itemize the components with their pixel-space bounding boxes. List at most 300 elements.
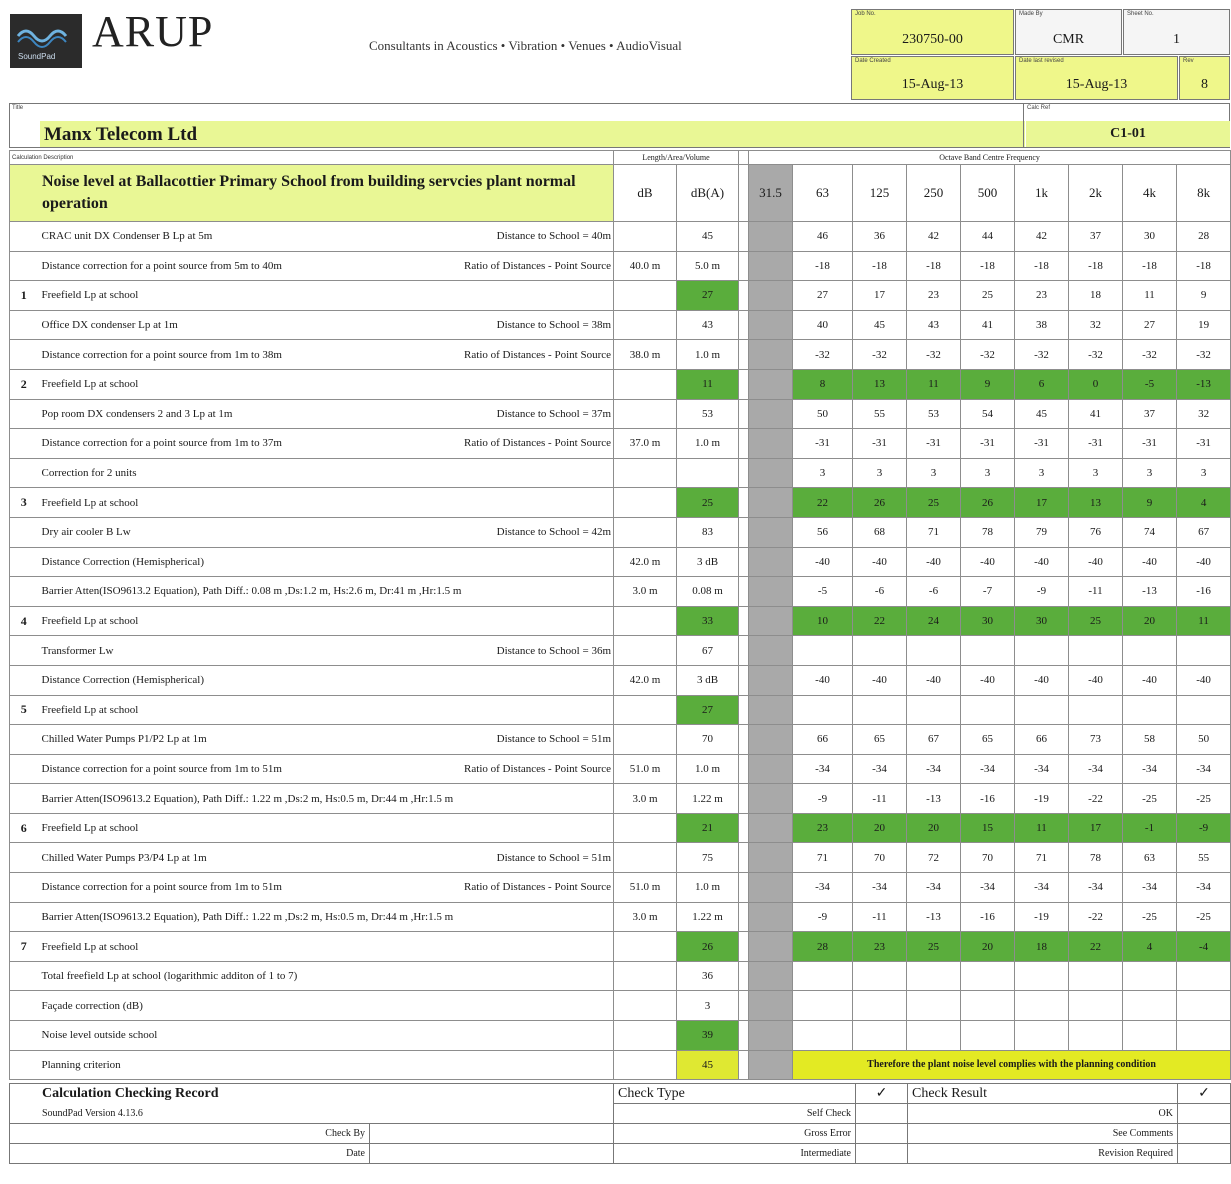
row-number [10,665,38,695]
result-row [10,695,1231,725]
band-value: -32 [853,340,907,370]
row-label: Transformer Lw [41,644,114,657]
calc-row [10,991,1231,1021]
band-value: 71 [1015,843,1069,873]
band-1k: 1k [1015,165,1069,222]
gross-error-label: Gross Error [614,1124,856,1144]
row-number: 7 [10,932,38,962]
band-value: -32 [907,340,961,370]
band-value: 9 [1177,281,1231,311]
band-value [793,636,853,666]
spacer [739,636,749,666]
band-value: 23 [853,932,907,962]
dba-value: 45 [677,222,739,252]
calc-row [10,547,1231,577]
brand-name: ARUP [92,7,214,56]
spacer [739,902,749,932]
row-description [38,725,614,755]
band-31-5-value [749,991,793,1021]
spacer [739,251,749,281]
band-value: -34 [1123,873,1177,903]
band-31-5-value [749,429,793,459]
band-value: 23 [907,281,961,311]
row-description [38,784,614,814]
band-value: 11 [1015,813,1069,843]
row-label: Chilled Water Pumps P1/P2 Lp at 1m [41,733,207,746]
band-value: 3 [1069,458,1123,488]
row-description [38,429,614,459]
band-value: -13 [907,902,961,932]
row-number: 4 [10,606,38,636]
row-number: 2 [10,369,38,399]
band-value: -1 [1123,813,1177,843]
row-description [38,251,614,281]
revision-required-box[interactable] [1178,1144,1231,1164]
spacer [739,281,749,311]
self-check-label: Self Check [614,1104,856,1124]
self-check-box[interactable] [856,1104,908,1124]
band-31-5-value [749,488,793,518]
band-value: 30 [1015,606,1069,636]
band-value: -32 [1123,340,1177,370]
band-value [1015,1021,1069,1051]
row-number [10,1021,38,1051]
row-number: 1 [10,281,38,311]
band-value: -31 [907,429,961,459]
calc-row [10,784,1231,814]
spacer [739,784,749,814]
row-note: Ratio of Distances - Point Source [464,881,611,894]
check-type-tick[interactable]: ✓ [856,1084,908,1104]
band-value: -18 [1069,251,1123,281]
band-value: -40 [1015,665,1069,695]
dba-value [677,458,739,488]
date-revised-field: Date last revised 15-Aug-13 [1015,56,1178,100]
row-number [10,251,38,281]
row-description [38,310,614,340]
band-value: -18 [1123,251,1177,281]
band-value [907,1021,961,1051]
software-version: SoundPad Version 4.13.6 [10,1104,614,1124]
band-value: -40 [1123,547,1177,577]
band-value: 76 [1069,517,1123,547]
band-value: -16 [961,902,1015,932]
made-by-field: Made By CMR [1015,9,1122,55]
band-value: 0 [1069,369,1123,399]
row-number [10,517,38,547]
result-row [10,932,1231,962]
row-description [38,665,614,695]
band-value: 17 [853,281,907,311]
band-value: -19 [1015,784,1069,814]
check-result-label: Check Result [908,1084,1178,1104]
row-number [10,873,38,903]
row-description [38,813,614,843]
dba-value: 70 [677,725,739,755]
band-value: -18 [793,251,853,281]
band-value: -34 [961,754,1015,784]
band-value: 54 [961,399,1015,429]
band-31-5-value [749,902,793,932]
row-label: Dry air cooler B Lw [41,526,131,539]
band-value [1177,991,1231,1021]
see-comments-label: See Comments [908,1124,1178,1144]
calc-desc-label: Calculation Description [10,151,614,165]
band-value: 32 [1177,399,1231,429]
band-value: -6 [907,577,961,607]
band-value: 79 [1015,517,1069,547]
band-31-5-value [749,606,793,636]
row-description [38,340,614,370]
band-value: -34 [1015,754,1069,784]
spacer [739,577,749,607]
band-250: 250 [907,165,961,222]
band-value [1069,991,1123,1021]
band-value: -31 [1015,429,1069,459]
see-comments-box[interactable] [1178,1124,1231,1144]
db-value: 38.0 m [614,340,677,370]
spacer [739,665,749,695]
db-value [614,488,677,518]
gross-error-box[interactable] [856,1124,908,1144]
band-value: -40 [907,665,961,695]
row-label: Distance correction for a point source from 1m to 51m [41,881,282,894]
band-value: -34 [907,754,961,784]
checking-title: Calculation Checking Record [10,1084,614,1104]
band-value [1069,695,1123,725]
date-field[interactable] [370,1144,614,1164]
band-31-5-value [749,843,793,873]
band-value [961,961,1015,991]
dba-value: 67 [677,636,739,666]
band-31-5-value [749,399,793,429]
row-note: Ratio of Distances - Point Source [464,437,611,450]
dba-value: 3 dB [677,665,739,695]
band-value: 37 [1123,399,1177,429]
row-description [38,577,614,607]
band-value: -40 [961,665,1015,695]
band-value: 4 [1123,932,1177,962]
db-value [614,281,677,311]
calculation-table [9,150,1231,1080]
band-value: -19 [1015,902,1069,932]
band-value: 71 [793,843,853,873]
band-value: -4 [1177,932,1231,962]
band-value: -11 [853,784,907,814]
band-31-5-value [749,547,793,577]
band-31-5-value [749,813,793,843]
band-value: 41 [1069,399,1123,429]
band-31-5: 31.5 [749,165,793,222]
logo-text: SoundPad [18,52,56,61]
row-description [38,932,614,962]
row-description [38,991,614,1021]
dba-value: 36 [677,961,739,991]
band-value: 11 [1177,606,1231,636]
band-value: 17 [1069,813,1123,843]
band-value: -34 [1177,873,1231,903]
row-note: Distance to School = 51m [496,733,611,746]
band-value: 11 [907,369,961,399]
band-value: 17 [1015,488,1069,518]
band-value: 27 [793,281,853,311]
band-value: -40 [1015,547,1069,577]
spacer [739,961,749,991]
band-value: -13 [907,784,961,814]
row-number [10,429,38,459]
ok-box[interactable] [1178,1104,1231,1124]
spacer [739,488,749,518]
band-value: 13 [1069,488,1123,518]
band-value [1123,961,1177,991]
lav-label: Length/Area/Volume [614,151,739,165]
row-label: Freefield Lp at school [41,289,139,302]
db-value [614,991,677,1021]
row-label: Freefield Lp at school [41,703,139,716]
band-value: -31 [1069,429,1123,459]
db-value [614,695,677,725]
band-value: 28 [793,932,853,962]
check-by-label: Check By [10,1124,370,1144]
row-note: Distance to School = 36m [496,644,611,657]
row-description [38,488,614,518]
band-value: -40 [1177,665,1231,695]
band-value: -40 [961,547,1015,577]
band-value: -6 [853,577,907,607]
band-value: 40 [793,310,853,340]
band-value: 66 [793,725,853,755]
band-value: 13 [853,369,907,399]
calc-row [10,517,1231,547]
date-created-field: Date Created 15-Aug-13 [851,56,1014,100]
band-value [1123,1021,1177,1051]
band-value: -34 [907,873,961,903]
row-note: Distance to School = 51m [496,851,611,864]
band-value: -13 [1177,369,1231,399]
check-result-tick[interactable]: ✓ [1178,1084,1231,1104]
band-value: 3 [1177,458,1231,488]
col-db: dB [614,165,677,222]
dba-value: 45 [677,1050,739,1080]
band-value: 67 [1177,517,1231,547]
calc-row [10,251,1231,281]
dba-value: 1.22 m [677,902,739,932]
band-value: 3 [793,458,853,488]
row-label: Planning criterion [41,1058,121,1071]
band-value [907,991,961,1021]
row-description [38,695,614,725]
band-31-5-value [749,281,793,311]
band-value: -18 [853,251,907,281]
band-value [1177,695,1231,725]
band-31-5-value [749,695,793,725]
db-value [614,399,677,429]
band-value [853,961,907,991]
result-row [10,1021,1231,1051]
band-31-5-value [749,754,793,784]
band-value [793,1021,853,1051]
row-number [10,547,38,577]
row-label: Total freefield Lp at school (logarithmic additon of 1 to 7) [41,970,298,983]
band-value: -40 [1069,665,1123,695]
db-value: 51.0 m [614,873,677,903]
band-value: -34 [1069,754,1123,784]
band-value: -31 [961,429,1015,459]
row-label: Distance correction for a point source from 1m to 37m [41,437,282,450]
dba-value: 1.0 m [677,873,739,903]
band-value: -18 [1015,251,1069,281]
band-value: 45 [1015,399,1069,429]
band-31-5-value [749,310,793,340]
db-value: 3.0 m [614,784,677,814]
band-value: -40 [793,547,853,577]
row-number [10,843,38,873]
row-label: Distance correction for a point source from 5m to 40m [41,259,282,272]
band-value: -9 [1015,577,1069,607]
spacer [739,517,749,547]
row-label: Freefield Lp at school [41,378,139,391]
db-value [614,310,677,340]
band-value: 3 [907,458,961,488]
band-31-5-value [749,932,793,962]
calc-row [10,399,1231,429]
calc-row [10,222,1231,252]
project-title: Manx Telecom Ltd [44,124,198,145]
band-value: -5 [793,577,853,607]
row-number [10,340,38,370]
band-value [1069,636,1123,666]
db-value [614,961,677,991]
band-31-5-value [749,784,793,814]
row-label: Freefield Lp at school [41,940,139,953]
band-value [1123,695,1177,725]
band-value: 4 [1177,488,1231,518]
result-row [10,369,1231,399]
spacer [739,222,749,252]
db-value [614,517,677,547]
band-value: -18 [961,251,1015,281]
db-value [614,932,677,962]
band-31-5-value [749,369,793,399]
spacer [739,606,749,636]
row-description [38,606,614,636]
band-value [1177,636,1231,666]
band-value: 41 [961,310,1015,340]
spacer [739,695,749,725]
calc-ref: C1-01 [1026,121,1230,147]
result-row [10,606,1231,636]
band-value [853,991,907,1021]
band-value: -16 [961,784,1015,814]
row-label: Barrier Atten(ISO9613.2 Equation), Path Diff.: 1.22 m ,Ds:2 m, Hs:0.5 m, Dr:44 m ,Hr:1.5 m [41,792,454,805]
band-value: -25 [1123,784,1177,814]
revision-required-label: Revision Required [908,1144,1178,1164]
spacer [739,991,749,1021]
db-value [614,636,677,666]
band-value: -32 [1015,340,1069,370]
band-value: 56 [793,517,853,547]
row-description [38,517,614,547]
calc-row [10,458,1231,488]
band-value: -31 [793,429,853,459]
row-number [10,222,38,252]
row-number [10,636,38,666]
row-description [38,843,614,873]
row-number [10,991,38,1021]
band-value: -31 [1177,429,1231,459]
check-by-field[interactable] [370,1124,614,1144]
band-value: 68 [853,517,907,547]
spacer [739,873,749,903]
check-type-label: Check Type [614,1084,856,1104]
band-value: 10 [793,606,853,636]
calc-row [10,754,1231,784]
band-value: -40 [1069,547,1123,577]
band-value: 32 [1069,310,1123,340]
band-value: 8 [793,369,853,399]
band-value [793,695,853,725]
band-31-5-value [749,577,793,607]
spacer [739,429,749,459]
dba-value: 5.0 m [677,251,739,281]
row-number [10,458,38,488]
band-value: -34 [1015,873,1069,903]
band-125: 125 [853,165,907,222]
dba-value: 11 [677,369,739,399]
band-value: 42 [1015,222,1069,252]
band-value [1015,961,1069,991]
spacer [739,843,749,873]
row-description [38,1050,614,1080]
calc-row [10,961,1231,991]
band-value: 27 [1123,310,1177,340]
band-value: 22 [793,488,853,518]
band-value: -5 [1123,369,1177,399]
band-value: -34 [1177,754,1231,784]
intermediate-box[interactable] [856,1144,908,1164]
band-value: 23 [793,813,853,843]
band-value: 25 [907,932,961,962]
band-value: -40 [853,665,907,695]
band-value: 25 [1069,606,1123,636]
checking-record [9,1083,1231,1164]
band-value: 3 [1015,458,1069,488]
band-31-5-value [749,222,793,252]
col-dba: dB(A) [677,165,739,222]
band-value: 55 [1177,843,1231,873]
row-number: 6 [10,813,38,843]
calc-row [10,665,1231,695]
band-value: 78 [961,517,1015,547]
band-value: -34 [1069,873,1123,903]
band-value [961,636,1015,666]
band-value: 55 [853,399,907,429]
row-description [38,873,614,903]
row-note: Distance to School = 38m [496,319,611,332]
dba-value: 1.0 m [677,340,739,370]
row-label: Correction for 2 units [41,467,137,480]
wave-icon [16,24,76,48]
band-value: 18 [1015,932,1069,962]
band-8k: 8k [1177,165,1231,222]
band-value [1069,961,1123,991]
calc-row [10,636,1231,666]
row-label: Distance correction for a point source from 1m to 51m [41,762,282,775]
band-value: -40 [907,547,961,577]
row-number [10,399,38,429]
band-value: 46 [793,222,853,252]
calc-row [10,429,1231,459]
